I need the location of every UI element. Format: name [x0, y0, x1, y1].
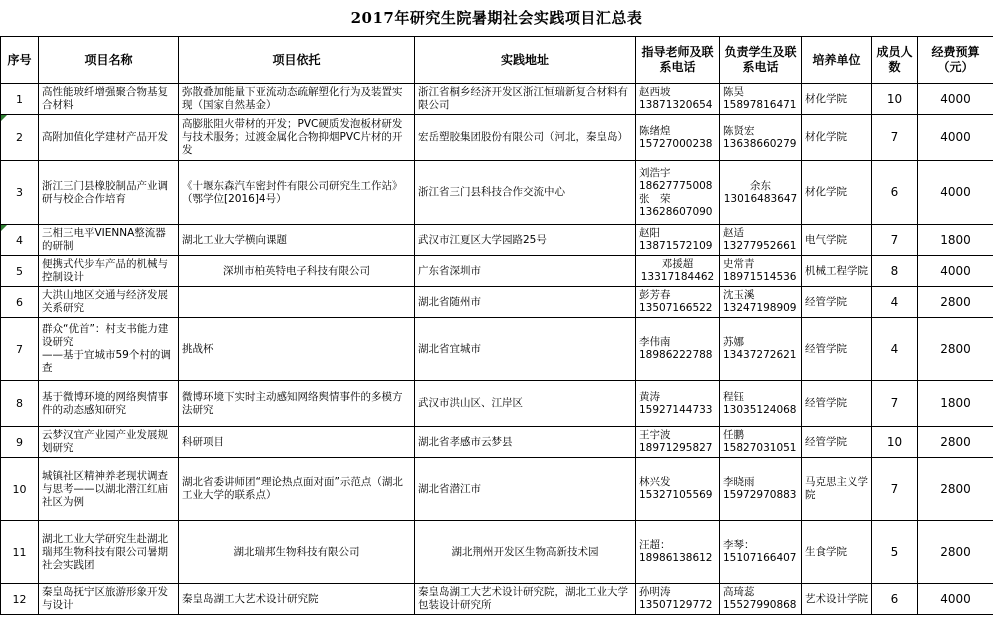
- cell-teacher: 汪超： 18986138612: [636, 521, 720, 584]
- cell-unit: 材化学院: [802, 115, 872, 161]
- cell-address: 浙江省三门县科技合作交流中心: [415, 161, 636, 225]
- cell-members: 7: [872, 381, 918, 427]
- cell-teacher: 刘浩宇 18627775008 张 荣 13628607090: [636, 161, 720, 225]
- cell-seq: 3: [1, 161, 39, 225]
- cell-funding: 4000: [918, 115, 993, 161]
- cell-seq: 7: [1, 318, 39, 381]
- cell-student: 高琦蕊 15527990868: [720, 584, 802, 615]
- cell-seq: 5: [1, 256, 39, 287]
- cell-address: 浙江省桐乡经济开发区浙江恒瑞新复合材料有限公司: [415, 84, 636, 115]
- cell-address: 湖北省随州市: [415, 287, 636, 318]
- cell-address: 宏岳塑胶集团股份有限公司（河北，秦皇岛）: [415, 115, 636, 161]
- cell-funding: 4000: [918, 256, 993, 287]
- cell-seq: 1: [1, 84, 39, 115]
- cell-address: 秦皇岛湖工大艺术设计研究院，湖北工业大学包装设计研究所: [415, 584, 636, 615]
- header-funding: 经费预算（元）: [918, 37, 993, 84]
- cell-unit: 电气学院: [802, 225, 872, 256]
- cell-seq: 4: [1, 225, 39, 256]
- header-teacher: 指导老师及联系电话: [636, 37, 720, 84]
- cell-funding: 1800: [918, 381, 993, 427]
- cell-student: 余东 13016483647: [720, 161, 802, 225]
- cell-student: 陈昊 15897816471: [720, 84, 802, 115]
- cell-teacher: 李伟南 18986222788: [636, 318, 720, 381]
- cell-funding: 4000: [918, 84, 993, 115]
- cell-student: 李晓雨 15972970883: [720, 458, 802, 521]
- cell-members: 10: [872, 427, 918, 458]
- cell-teacher: 林兴发 15327105569: [636, 458, 720, 521]
- table-row: [1, 225, 993, 256]
- cell-student: 李琴： 15107166407: [720, 521, 802, 584]
- cell-teacher: 赵阳 13871572109: [636, 225, 720, 256]
- cell-funding: 2800: [918, 318, 993, 381]
- cell-funding: 2800: [918, 521, 993, 584]
- cell-funding: 2800: [918, 287, 993, 318]
- cell-unit: 生食学院: [802, 521, 872, 584]
- cell-unit: 材化学院: [802, 161, 872, 225]
- cell-seq: 12: [1, 584, 39, 615]
- cell-student: 赵适 13277952661: [720, 225, 802, 256]
- cell-members: 8: [872, 256, 918, 287]
- cell-project-basis: 微博环境下实时主动感知网络舆情事件的多模方法研究: [179, 381, 415, 427]
- cell-project-basis: 弥散叠加能量下亚流动态疏解塑化行为及装置实现（国家自然基金）: [179, 84, 415, 115]
- cell-address: 武汉市江夏区大学园路25号: [415, 225, 636, 256]
- table-row: [1, 521, 993, 584]
- cell-project-name: 三相三电平VIENNA整流器的研制: [39, 225, 179, 256]
- cell-project-name: 城镇社区精神养老现状调查与思考——以湖北潜江红庙社区为例: [39, 458, 179, 521]
- table-row: [1, 584, 993, 615]
- cell-unit: 经管学院: [802, 381, 872, 427]
- cell-student: 沈玉溪 13247198909: [720, 287, 802, 318]
- cell-teacher: 陈绪煌 15727000238: [636, 115, 720, 161]
- cell-project-basis: 秦皇岛湖工大艺术设计研究院: [179, 584, 415, 615]
- table-row: [1, 161, 993, 225]
- table-row: [1, 256, 993, 287]
- cell-student: 苏娜 13437272621: [720, 318, 802, 381]
- cell-members: 6: [872, 584, 918, 615]
- cell-seq: 8: [1, 381, 39, 427]
- sheet-title: 2017年研究生院暑期社会实践项目汇总表: [0, 0, 993, 37]
- cell-seq: 11: [1, 521, 39, 584]
- cell-members: 7: [872, 225, 918, 256]
- cell-funding: 1800: [918, 225, 993, 256]
- cell-project-name: 大洪山地区交通与经济发展关系研究: [39, 287, 179, 318]
- cell-members: 7: [872, 115, 918, 161]
- cell-project-name: 秦皇岛抚宁区旅游形象开发与设计: [39, 584, 179, 615]
- cell-teacher: 王宇波 18971295827: [636, 427, 720, 458]
- cell-unit: 马克思主义学院: [802, 458, 872, 521]
- cell-unit: 材化学院: [802, 84, 872, 115]
- cell-student: 任鹏 15827031051: [720, 427, 802, 458]
- cell-teacher: 孙明涛 13507129772: [636, 584, 720, 615]
- cell-unit: 经管学院: [802, 318, 872, 381]
- cell-project-name: 高性能玻纤增强聚合物基复合材料: [39, 84, 179, 115]
- cell-address: 广东省深圳市: [415, 256, 636, 287]
- cell-members: 4: [872, 318, 918, 381]
- header-seq: 序号: [1, 37, 39, 84]
- header-address: 实践地址: [415, 37, 636, 84]
- cell-unit: 艺术设计学院: [802, 584, 872, 615]
- cell-seq: 6: [1, 287, 39, 318]
- cell-members: 6: [872, 161, 918, 225]
- cell-project-basis: 挑战杯: [179, 318, 415, 381]
- cell-funding: 2800: [918, 427, 993, 458]
- cell-project-basis: 科研项目: [179, 427, 415, 458]
- cell-project-name: 高附加值化学建材产品开发: [39, 115, 179, 161]
- header-row: [1, 37, 993, 84]
- cell-project-name: 便携式代步车产品的机械与控制设计: [39, 256, 179, 287]
- cell-project-name: 基于微博环境的网络舆情事件的动态感知研究: [39, 381, 179, 427]
- cell-address: 湖北荆州开发区生物高新技术园: [415, 521, 636, 584]
- cell-seq: 9: [1, 427, 39, 458]
- cell-project-basis: 湖北工业大学横向课题: [179, 225, 415, 256]
- table-row: [1, 318, 993, 381]
- cell-members: 10: [872, 84, 918, 115]
- table-row: [1, 458, 993, 521]
- table-row: [1, 287, 993, 318]
- table-row: [1, 427, 993, 458]
- cell-address: 武汉市洪山区、江岸区: [415, 381, 636, 427]
- header-project-name: 项目名称: [39, 37, 179, 84]
- cell-student: 程钰 13035124068: [720, 381, 802, 427]
- cell-project-basis: 湖北瑞邦生物科技有限公司: [179, 521, 415, 584]
- cell-unit: 经管学院: [802, 287, 872, 318]
- cell-project-name: 云梦汉宜产业园产业发展规划研究: [39, 427, 179, 458]
- cell-funding: 4000: [918, 161, 993, 225]
- cell-project-name: 群众“优首”：村支书能力建设研究 ——基于宜城市59个村的调查: [39, 318, 179, 381]
- cell-members: 7: [872, 458, 918, 521]
- table-row: [1, 115, 993, 161]
- header-student: 负责学生及联系电话: [720, 37, 802, 84]
- cell-teacher: 赵西坡 13871320654: [636, 84, 720, 115]
- table-row: [1, 84, 993, 115]
- cell-project-basis: 《十堰东森汽车密封件有限公司研究生工作站》（鄂学位[2016]4号）: [179, 161, 415, 225]
- cell-funding: 2800: [918, 458, 993, 521]
- cell-project-name: 湖北工业大学研究生赴湖北瑞邦生物科技有限公司暑期社会实践团: [39, 521, 179, 584]
- cell-student: 史常青 18971514536: [720, 256, 802, 287]
- cell-project-basis: 深圳市柏英特电子科技有限公司: [179, 256, 415, 287]
- cell-address: 湖北省潜江市: [415, 458, 636, 521]
- cell-members: 4: [872, 287, 918, 318]
- cell-funding: 4000: [918, 584, 993, 615]
- cell-project-basis: 高膨胀阻火带材的开发；PVC硬质发泡板材研发与技术服务；过渡金属化合物抑烟PVC片材的开发: [179, 115, 415, 161]
- cell-unit: 机械工程学院: [802, 256, 872, 287]
- header-members: 成员人数: [872, 37, 918, 84]
- cell-project-basis: [179, 287, 415, 318]
- cell-unit: 经管学院: [802, 427, 872, 458]
- header-project-basis: 项目依托: [179, 37, 415, 84]
- cell-project-name: 浙江三门县橡胶制品产业调研与校企合作培育: [39, 161, 179, 225]
- table-row: [1, 381, 993, 427]
- cell-teacher: 彭芳春 13507166522: [636, 287, 720, 318]
- cell-seq: 2: [1, 115, 39, 161]
- cell-teacher: 邓援超 13317184462: [636, 256, 720, 287]
- cell-project-basis: 湖北省委讲师团“理论热点面对面”示范点（湖北工业大学的联系点）: [179, 458, 415, 521]
- cell-seq: 10: [1, 458, 39, 521]
- cell-address: 湖北省宜城市: [415, 318, 636, 381]
- cell-student: 陈贤宏 13638660279: [720, 115, 802, 161]
- header-unit: 培养单位: [802, 37, 872, 84]
- cell-teacher: 黄涛 15927144733: [636, 381, 720, 427]
- project-summary-table: [0, 36, 993, 615]
- cell-address: 湖北省孝感市云梦县: [415, 427, 636, 458]
- cell-members: 5: [872, 521, 918, 584]
